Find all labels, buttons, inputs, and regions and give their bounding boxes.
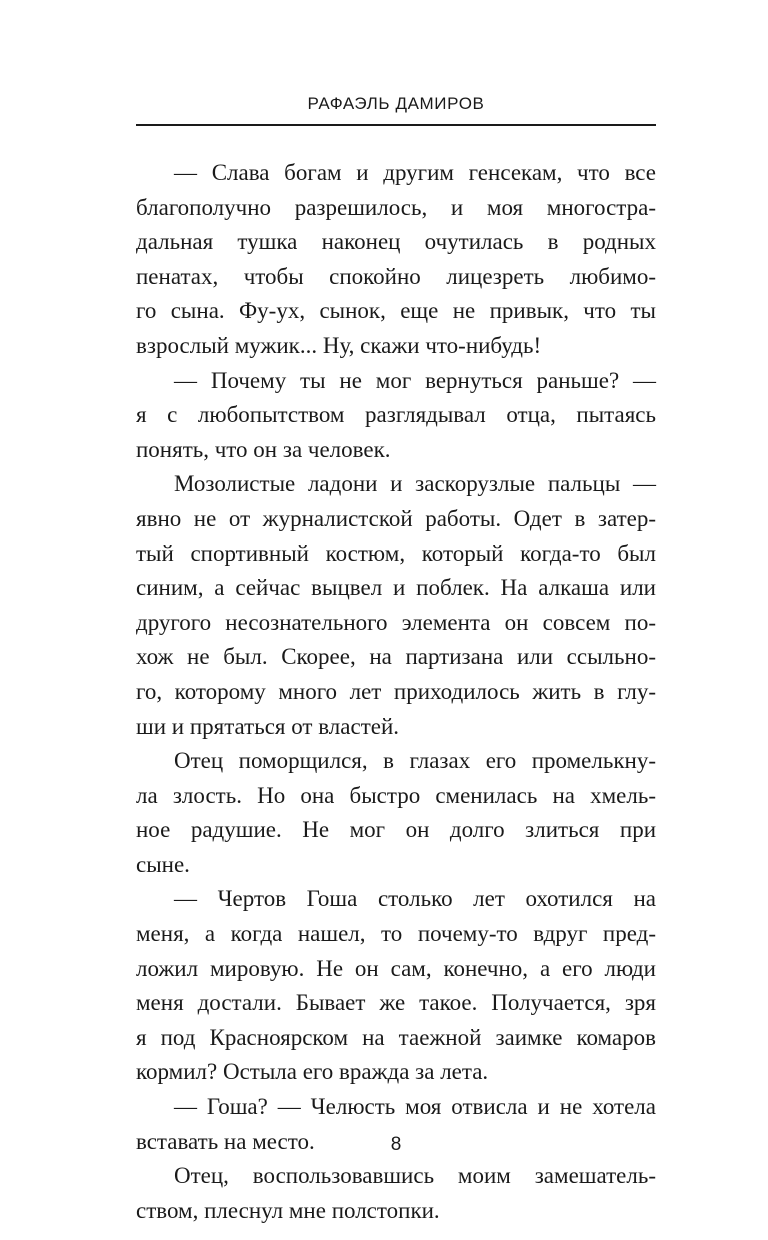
paragraph-5 xyxy=(136,882,656,1090)
text-line: хож не был. Скорее, на партизана или ссыльно- xyxy=(136,644,656,670)
paragraph-4 xyxy=(136,744,656,882)
text-line: Мозолистые ладони и заскорузлые пальцы — xyxy=(174,471,656,497)
page-number: 8 xyxy=(390,1134,402,1155)
text-line: ложил мировую. Не он сам, конечно, а его люди xyxy=(136,955,656,981)
text-line: Отец поморщился, в глазах его промелькну- xyxy=(174,748,656,774)
paragraph-1 xyxy=(136,156,656,364)
text-line: я под Красноярском на таежной заимке комаров xyxy=(136,1024,656,1050)
text-line: — Гоша? — Челюсть моя отвисла и не хотела xyxy=(174,1094,656,1120)
text-line: я с любопытством разглядывал отца, пытаясь xyxy=(136,402,656,428)
text-line: синим, а сейчас выцвел и поблек. На алкаша или xyxy=(136,575,656,601)
text-line: меня достали. Бывает же такое. Получается, зря xyxy=(136,990,656,1016)
text-line: Отец, воспользовавшись моим замешатель- xyxy=(174,1163,656,1189)
text-line: го сына. Фу-ух, сынок, еще не привык, что ты xyxy=(136,298,656,324)
text-line: сыне. xyxy=(136,851,190,877)
text-line: пенатах, чтобы спокойно лицезреть любимо- xyxy=(136,263,656,289)
text-line: ла злость. Но она быстро сменилась на хмель- xyxy=(136,782,656,808)
text-line: — Чертов Гоша столько лет охотился на xyxy=(174,886,656,912)
text-line: тый спортивный костюм, который когда-то был xyxy=(136,540,656,566)
paragraph-3 xyxy=(136,467,656,744)
text-line: вставать на место. xyxy=(136,1128,315,1154)
text-line: другого несознательного элемента он совсем по- xyxy=(136,609,656,635)
paragraph-2 xyxy=(136,364,656,468)
text-line: ши и прятаться от властей. xyxy=(136,713,400,739)
text-line: — Слава богам и другим генсекам, что все xyxy=(174,160,656,185)
text-line: ное радушие. Не мог он долго злиться при xyxy=(136,817,656,843)
text-line: благополучно разрешилось, и моя многостра- xyxy=(136,194,656,220)
text-line: кормил? Остыла его вражда за лета. xyxy=(136,1059,489,1085)
text-line: дальная тушка наконец очутилась в родных xyxy=(136,229,656,255)
text-line: меня, а когда нашел, то почему-то вдруг пред- xyxy=(136,921,656,947)
text-line: го, которому много лет приходилось жить в глу- xyxy=(136,678,656,704)
paragraph-7 xyxy=(136,1159,656,1228)
text-line: взрослый мужик... Ну, скажи что-нибудь! xyxy=(136,332,542,358)
text-line: ством, плеснул мне полстопки. xyxy=(136,1197,440,1223)
body-text xyxy=(136,156,656,1228)
text-line: понять, что он за человек. xyxy=(136,436,391,462)
running-head-author: РАФАЭЛЬ ДАМИРОВ xyxy=(307,94,485,113)
text-line: явно не от журналистской работы. Одет в затер- xyxy=(136,505,656,531)
header-rule xyxy=(136,124,656,126)
text-line: — Почему ты не мог вернуться раньше? — xyxy=(174,367,656,393)
